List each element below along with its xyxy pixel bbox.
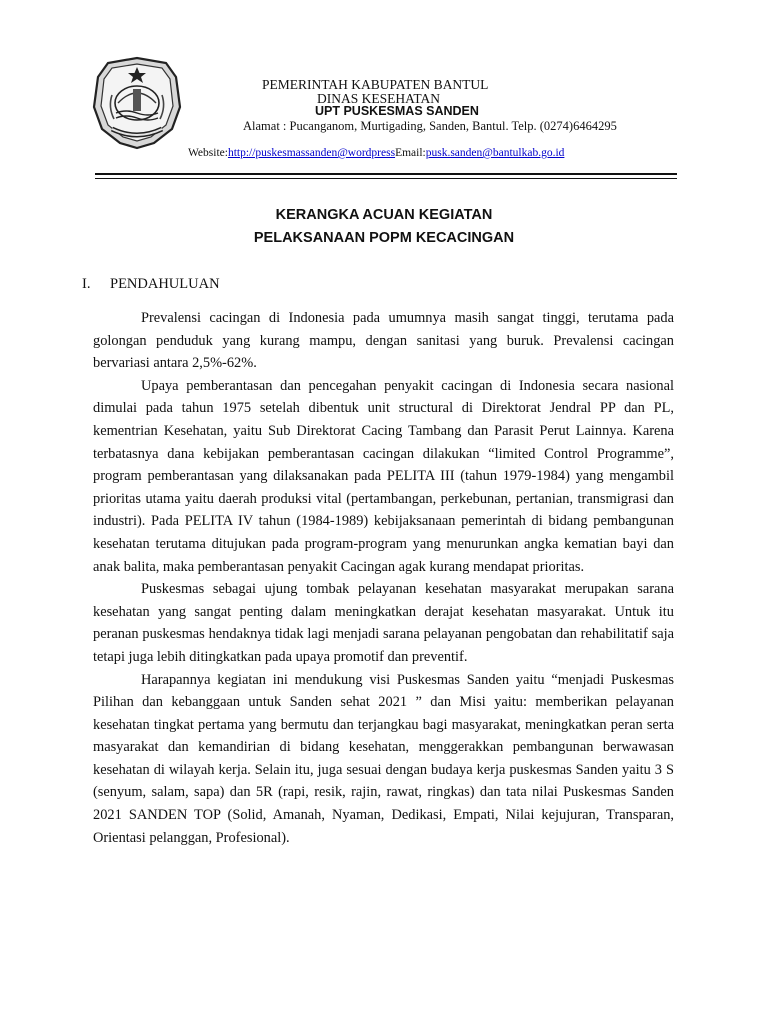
document-body [93,307,674,849]
email-link[interactable]: pusk.sanden@bantulkab.go.id [425,147,565,159]
website-label: Website: [188,147,228,159]
bantul-coat-of-arms-icon [88,55,186,151]
website-link[interactable]: http://puskesmassanden@wordpress [227,147,396,159]
paragraph-puskesmas-role: Puskesmas sebagai ujung tombak pelayanan kesehatan masyarakat merupakan sarana kesehatan yang sangat penting dalam meningkatkan derajat kesehatan masyarakat. Untuk itu peranan puskesmas hendaknya tidak lagi menjadi sarana pelayanan pengobatan dan rehabilitatif saja tetapi juga lebih ditingkatkan pada upaya promotif dan preventif. [93,581,674,665]
paragraph-prevalence: Prevalensi cacingan di Indonesia pada umumnya masih sangat tinggi, terutama pada golongan penduduk yang kurang mampu, dengan sanitasi yang buruk. Prevalensi cacingan bervariasi antara 2,5%-62%. [93,310,674,372]
paragraph-vision-mission: Harapannya kegiatan ini mendukung visi Puskesmas Sanden yaitu “menjadi Puskesmas Pilihan dan kebanggaan untuk Sanden sehat 2021 ” dan Misi yaitu: memberikan pelayanan kesehatan tingkat pertama yang bermutu dan terjangkau bagi masyarakat, meningkatkan peran serta masyarakat dan kemandirian di bidang kesehatan, menggerakkan pembangunan berwawasan kesehatan di wilayah kerja. Selain itu, juga sesuai dengan budaya kerja puskesmas Sanden yaitu 3 S (senyum, salam, sapa) dan 5R (rapi, resik, rajin, rawat, ringkas) dan tata nilai Puskesmas Sanden 2021 SANDEN TOP (Solid, Amanah, Nyaman, Dedikasi, Empati, Nilai kejujuran, Transparan, Orientasi pelanggan, Profesional). [93,671,674,846]
document-subtitle: PELAKSANAAN POPM KECACINGAN [253,230,515,246]
email-label: Email: [395,147,426,159]
paragraph-history: Upaya pemberantasan dan pencegahan penyakit cacingan di Indonesia secara nasional dimulai pada tahun 1975 setelah dibentuk unit structural di Direktorat Jendral PP dan PL, kementrian Kesehatan, yaitu Sub Direktorat Cacing Tambang dan Parasit Perut Lainnya. Karena terbatasnya dana kebijakan pemberantasan cacingan dilakukan “limited Control Programme”, program pemberantasan yang dilaksanakan pada PELITA III (tahun 1979-1984) yang mengambil prioritas utama yaitu daerah produksi vital (pertambangan, perkebunan, pertanian, transmigrasi dan industri). Pada PELITA IV tahun (1984-1989) kebijaksanaan pemerintah di bidang pembangunan kesehatan terutama ditujukan pada program-program yang menurunkan angka kematian bayi dan anak balita, maka pemberantasan penyakit Cacingan agak kurang mendapat prioritas. [93,377,674,575]
section-title: PENDAHULUAN [110,276,220,292]
section-heading [82,276,220,293]
letterhead-agency: DINAS KESEHATAN [317,91,441,106]
letterhead-divider-thick [95,173,677,175]
document-title: KERANGKA ACUAN KEGIATAN [275,207,493,223]
letterhead-contact [188,147,564,159]
section-number: I. [82,276,91,292]
letterhead-government: PEMERINTAH KABUPATEN BANTUL [262,77,489,92]
letterhead-address: Alamat : Pucanganom, Murtigading, Sanden, Bantul. Telp. (0274)6464295 [243,119,617,133]
letterhead-divider-thin [95,178,677,179]
letterhead-institution: UPT PUSKESMAS SANDEN [315,104,479,118]
